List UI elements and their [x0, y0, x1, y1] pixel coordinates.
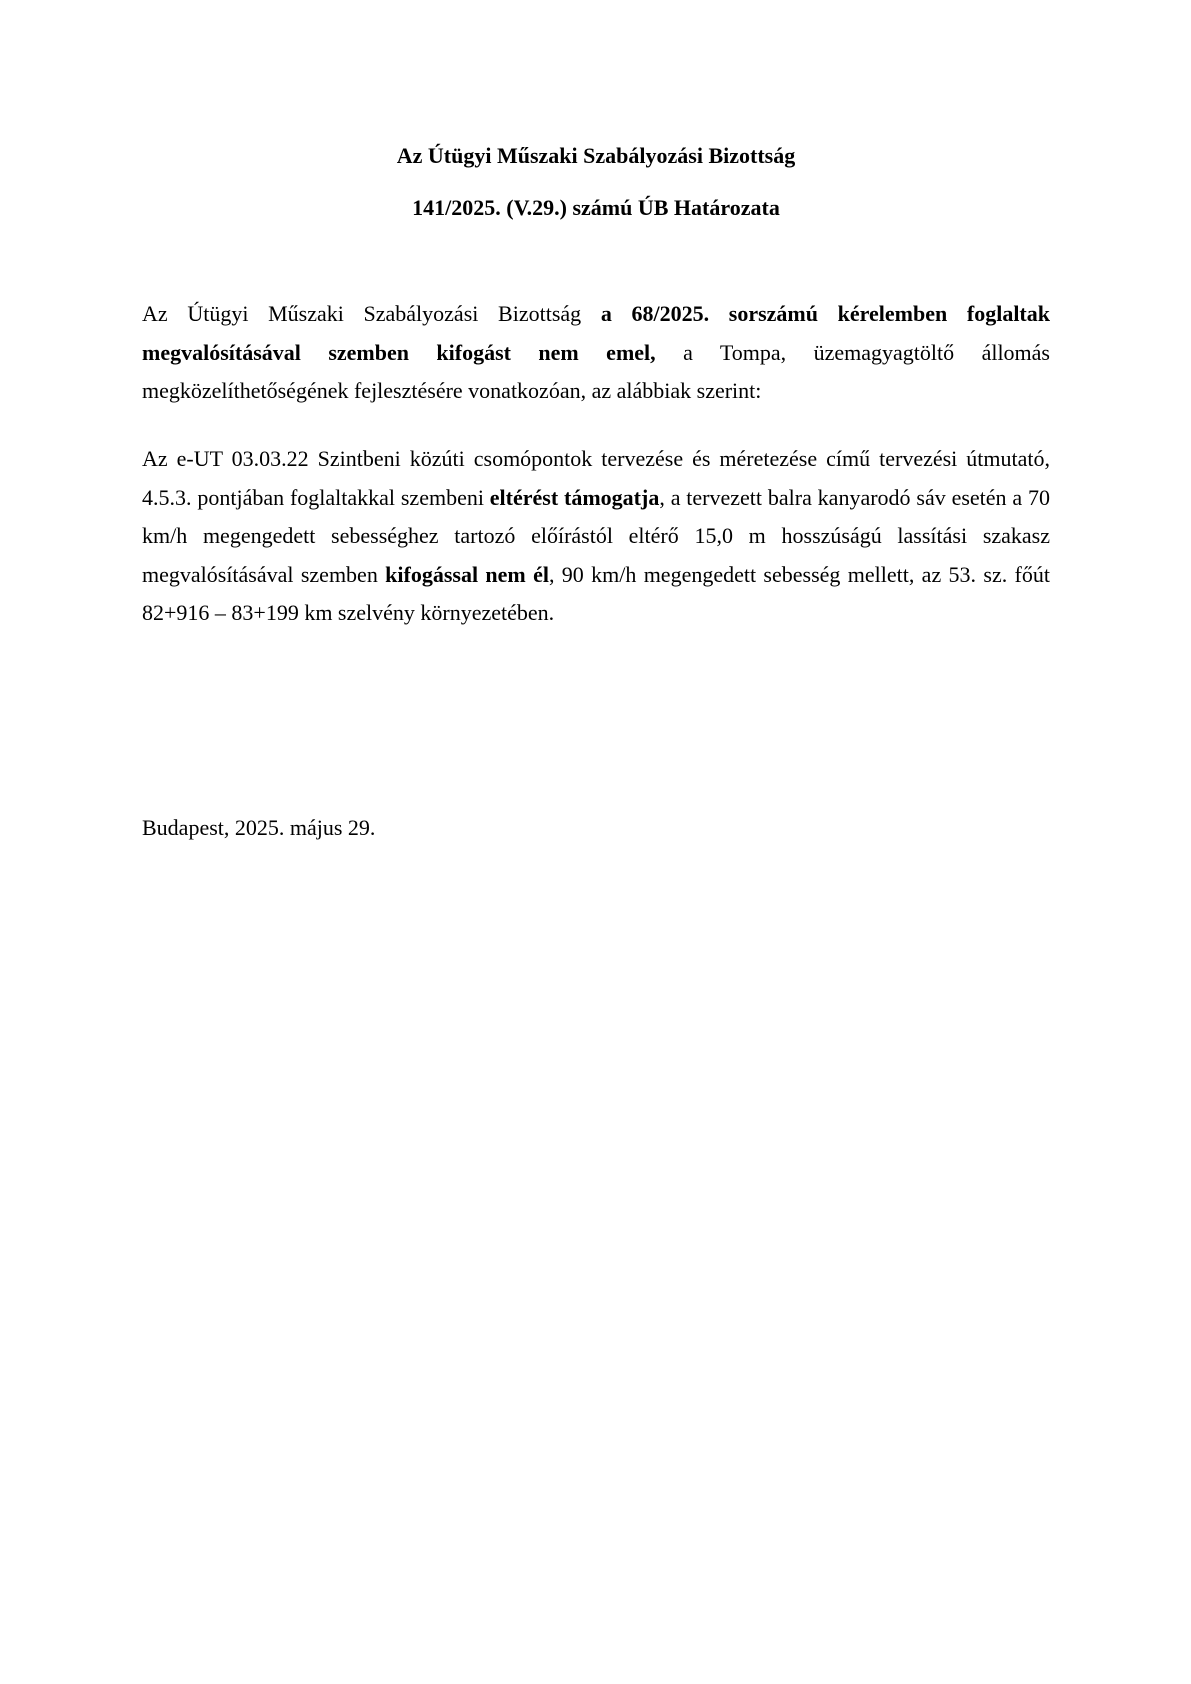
paragraph-details-text-2: , a tervezett balra kanyarodó sáv esetén a 70 km/h megengedett sebességhez tartozó előírástól eltérő 15,0 m hosszúságú lassítási szakasz megvalósításával szemben [142, 484, 1050, 587]
paragraph-details-bold-1: eltérést támogatja [489, 484, 660, 510]
paragraph-decision-text-1: Az Útügyi Műszaki Szabályozási Bizottság [142, 301, 601, 326]
paragraph-decision-bold-1: a 68/2025. sorszámú kérelemben foglaltak megvalósításával szemben kifogást nem emel, [142, 301, 1050, 365]
paragraph-decision-text-2: a Tompa, üzemagyagtöltő állomás megközelíthetőségének fejlesztésére vonatkozóan, az alábbiak szerint: [142, 339, 1050, 403]
date-line: Budapest, 2025. május 29. [142, 815, 376, 840]
paragraph-details-bold-2: kifogással nem él [385, 561, 549, 587]
paragraph-details [142, 440, 1050, 633]
paragraph-decision [142, 295, 1050, 411]
paragraph-details-text-3: , 90 km/h megengedett sebesség mellett, az 53. sz. főút 82+916 – 83+199 km szelvény környezetében. [142, 561, 1050, 625]
document-title-resolution: 141/2025. (V.29.) számú ÚB Határozata [412, 195, 780, 220]
paragraph-details-text-1: Az e-UT 03.03.22 Szintbeni közúti csomópontok tervezése és méretezése című tervezési útmutató, 4.5.3. pontjában foglaltakkal szembeni [142, 446, 1050, 510]
document-title-committee: Az Útügyi Műszaki Szabályozási Bizottság [396, 143, 796, 168]
